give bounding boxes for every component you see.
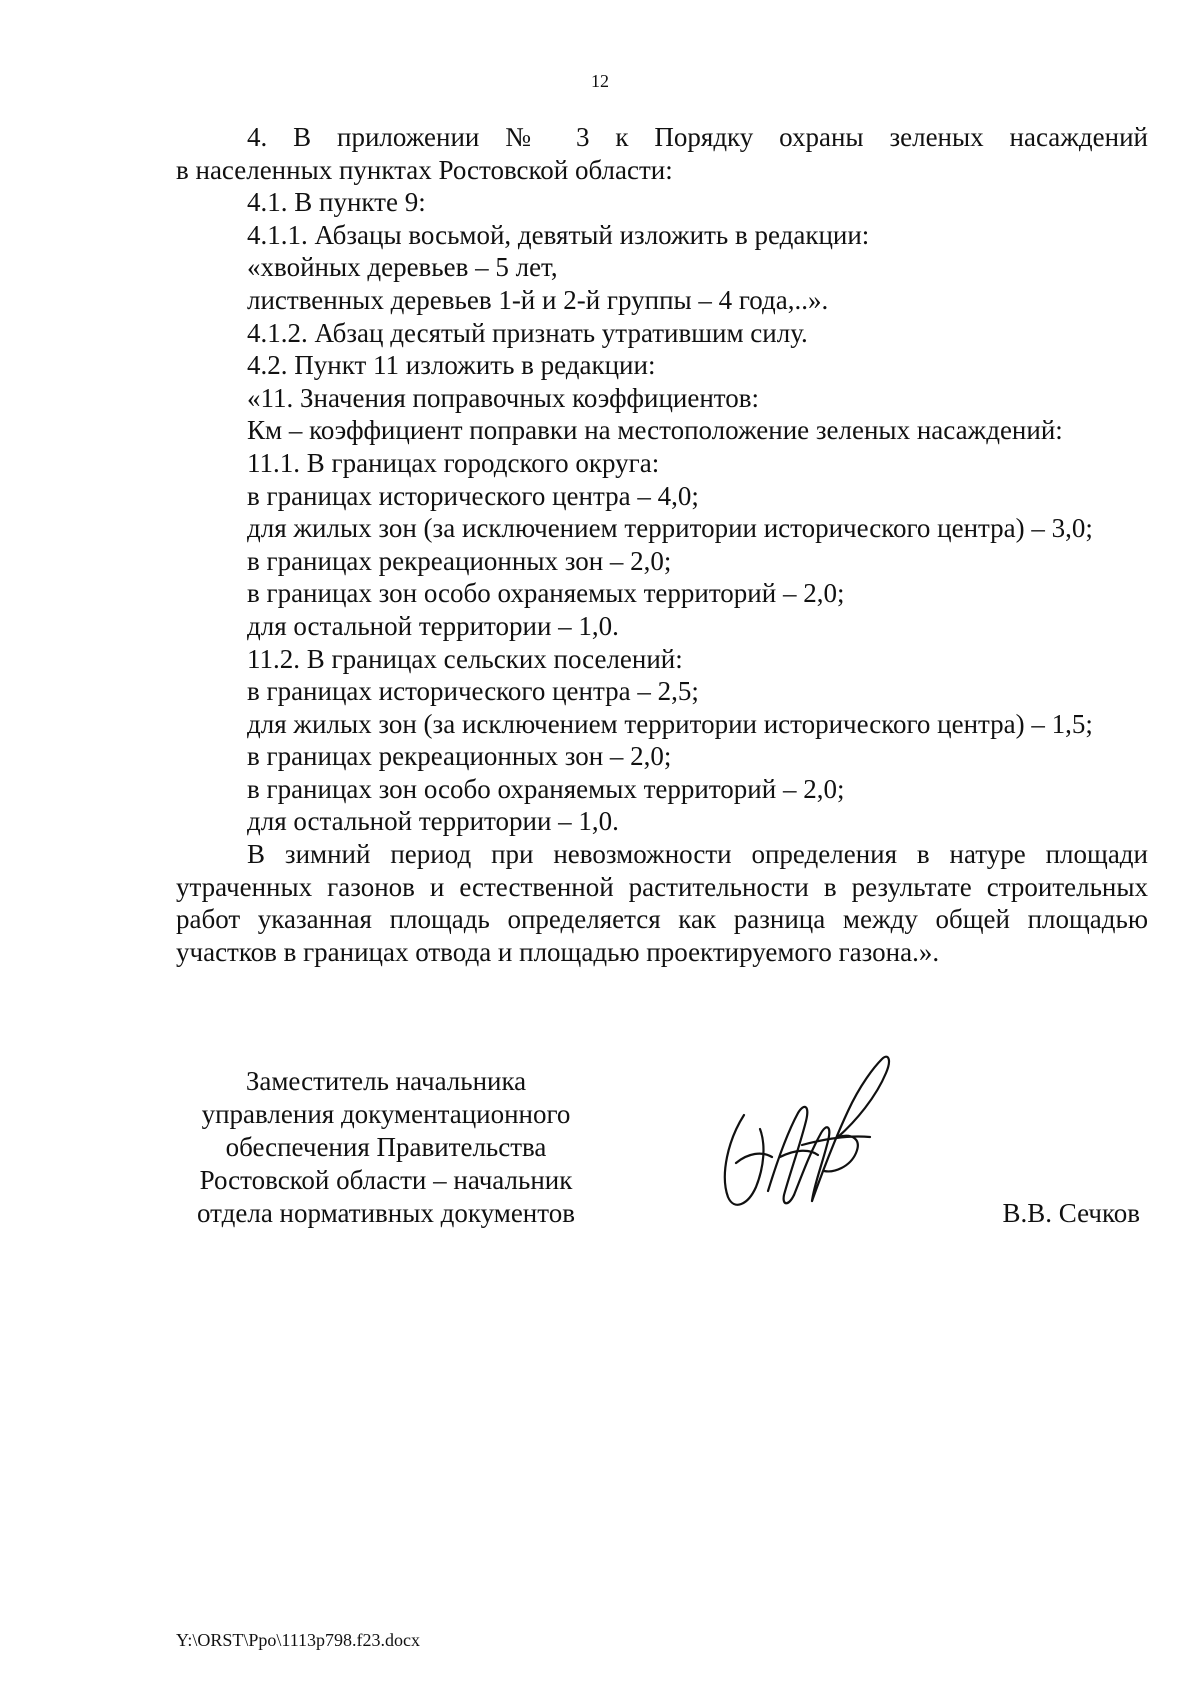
signature-block: [176, 1065, 1148, 1265]
rural-other-territory: для остальной территории – 1,0.: [247, 806, 619, 837]
winter-paragraph-line-2: утраченных газонов и естественной растительности в результате строительных: [176, 871, 1148, 902]
winter-paragraph-line-4: участков в границах отвода и площадью проектируемого газона.».: [176, 936, 940, 967]
document-body: [176, 121, 1148, 968]
signatory-position-line: обеспечения Правительства: [225, 1132, 547, 1162]
city-other-territory: для остальной территории – 1,0.: [247, 610, 619, 641]
rural-recreational-zones: в границах рекреационных зон – 2,0;: [247, 741, 672, 772]
quote-item-11: «11. Значения поправочных коэффициентов:: [247, 382, 759, 413]
paragraph-4-1-1: 4.1.1. Абзацы восьмой, девятый изложить в редакции:: [247, 219, 870, 250]
signatory-position-line: Заместитель начальника: [245, 1066, 527, 1096]
signatory-position-line: управления документационного: [201, 1099, 571, 1129]
item-11-1: 11.1. В границах городского округа:: [247, 447, 660, 478]
page-number: 12: [591, 71, 609, 91]
signatory-position-line: Ростовской области – начальник: [199, 1165, 573, 1195]
quote-deciduous: лиственных деревьев 1-й и 2-й группы – 4 года,..».: [247, 284, 829, 315]
signatory-name: В.В. Сечков: [1002, 1198, 1140, 1228]
paragraph-4-2: 4.2. Пункт 11 изложить в редакции:: [247, 350, 656, 381]
city-protected-areas: в границах зон особо охраняемых территорий – 2,0;: [247, 578, 845, 609]
quote-conifers: «хвойных деревьев – 5 лет,: [247, 252, 558, 283]
paragraph-4-1: 4.1. В пункте 9:: [247, 187, 426, 218]
rural-residential-zones: для жилых зон (за исключением территории исторического центра) – 1,5;: [247, 708, 1093, 739]
city-recreational-zones: в границах рекреационных зон – 2,0;: [247, 545, 672, 576]
signatory-position-line: отдела нормативных документов: [197, 1198, 575, 1228]
winter-paragraph-line-3: работ указанная площадь определяется как разница между общей площадью: [176, 904, 1148, 935]
paragraph-4-line-1: 4. В приложении № 3 к Порядку охраны зеленых насаждений: [247, 122, 1148, 152]
city-residential-zones: для жилых зон (за исключением территории исторического центра) – 3,0;: [247, 513, 1093, 544]
paragraph-4-1-2: 4.1.2. Абзац десятый признать утратившим силу.: [247, 317, 808, 348]
winter-paragraph-line-1: В зимний период при невозможности определения в натуре площади: [247, 839, 1148, 870]
city-historical-center: в границах исторического центра – 4,0;: [247, 480, 699, 511]
paragraph-4-line-2: в населенных пунктах Ростовской области:: [176, 154, 673, 185]
coefficient-km: Км – коэффициент поправки на местоположение зеленых насаждений:: [247, 415, 1063, 446]
rural-protected-areas: в границах зон особо охраняемых территорий – 2,0;: [247, 773, 845, 804]
handwritten-signature: [706, 1045, 906, 1215]
signatory-position: [176, 1065, 596, 1230]
item-11-2: 11.2. В границах сельских поселений:: [247, 643, 683, 674]
rural-historical-center: в границах исторического центра – 2,5;: [247, 676, 699, 707]
footer-file-path: Y:\ORST\Ppo\1113p798.f23.docx: [176, 1630, 421, 1650]
